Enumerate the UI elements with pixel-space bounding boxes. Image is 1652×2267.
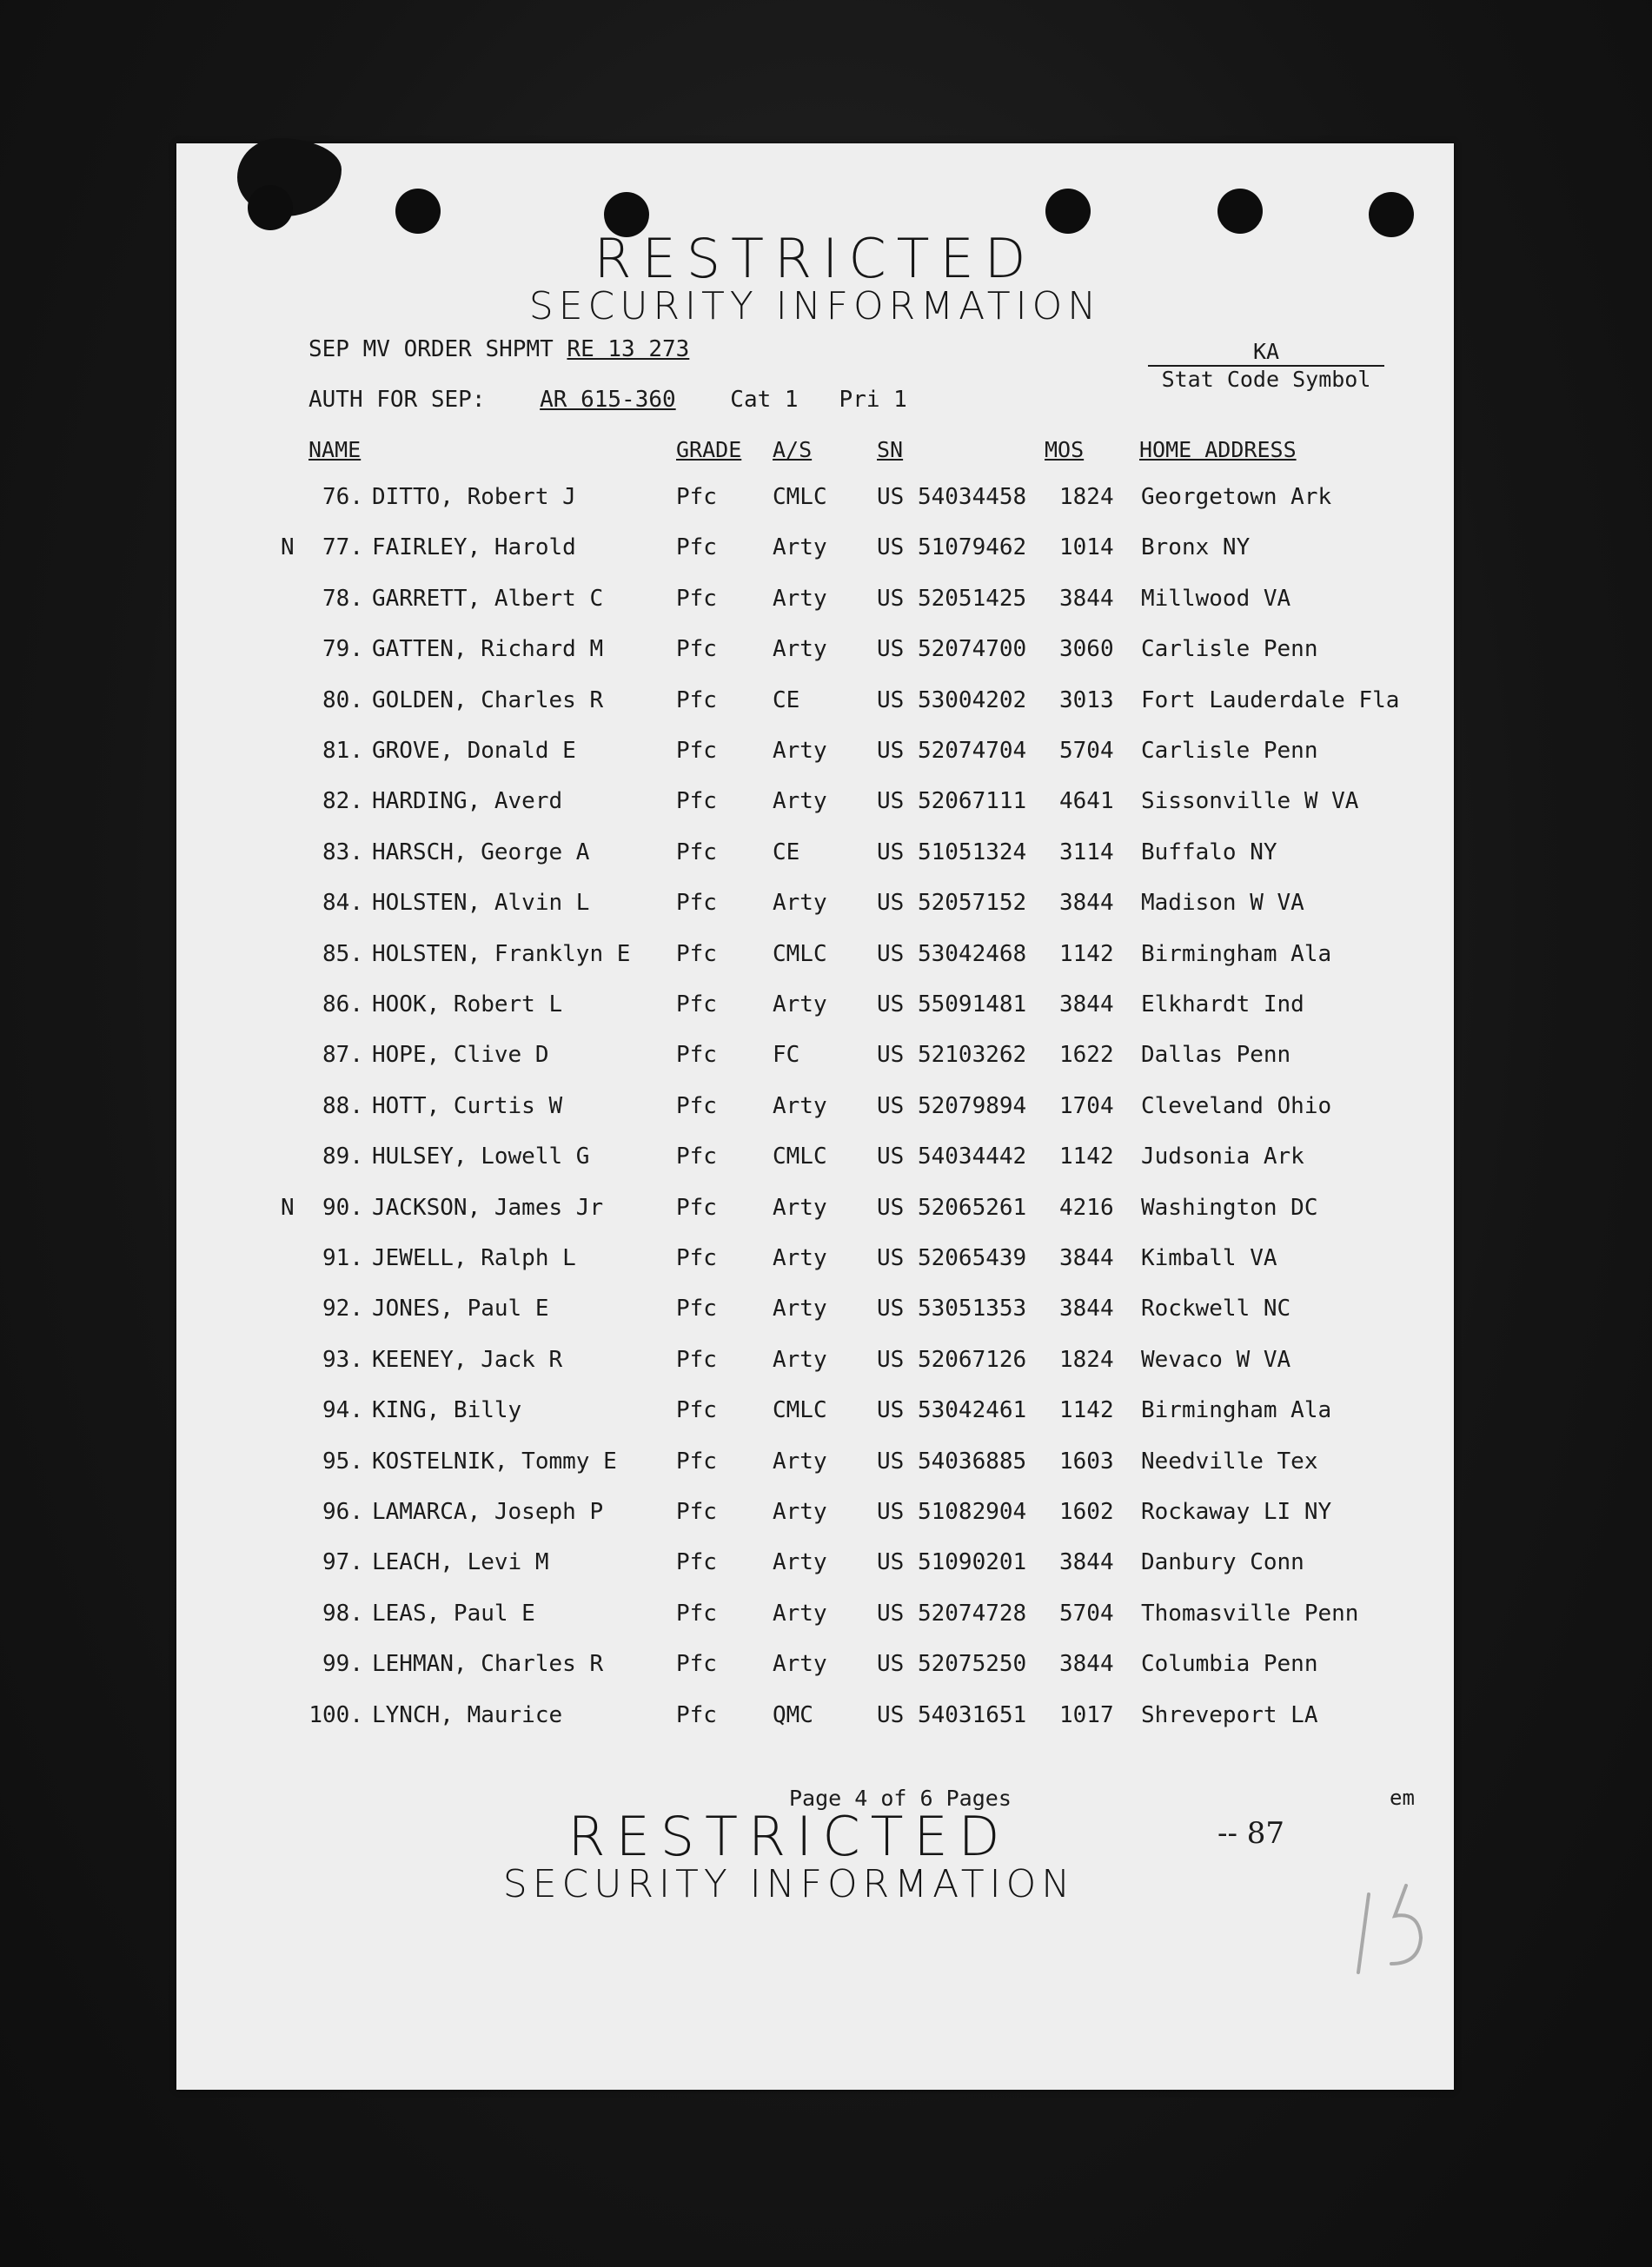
serial-number: US 54034442 (877, 1143, 1027, 1170)
stamp-security-information: SECURITY INFORMATION (528, 284, 1102, 328)
grade: Pfc (676, 738, 717, 764)
soldier-name: JEWELL, Ralph L (372, 1245, 576, 1271)
mos-code: 4216 (1059, 1194, 1114, 1221)
grade: Pfc (676, 484, 717, 510)
home-address: Danbury Conn (1141, 1549, 1304, 1576)
serial-number: US 52074700 (877, 636, 1027, 663)
grade: Pfc (676, 1448, 717, 1475)
row-number: 76. (322, 484, 363, 510)
punch-hole (248, 185, 293, 230)
arm-service: CE (773, 686, 800, 713)
sep-order-line (309, 336, 689, 362)
grade: Pfc (676, 991, 717, 1017)
mos-code: 3060 (1059, 636, 1114, 663)
grade: Pfc (676, 1346, 717, 1373)
row-number: 89. (322, 1143, 363, 1170)
row-number: 96. (322, 1499, 363, 1525)
typist-initials: em (1390, 1786, 1415, 1810)
category: Cat 1 (730, 387, 799, 413)
document-page (176, 143, 1454, 2090)
serial-number: US 54031651 (877, 1701, 1027, 1728)
serial-number: US 52067111 (877, 788, 1027, 815)
arm-service: Arty (773, 1651, 827, 1678)
table-row (176, 991, 1454, 1026)
table-row (176, 1093, 1454, 1128)
home-address: Thomasville Penn (1141, 1600, 1359, 1627)
grade: Pfc (676, 1245, 717, 1271)
stat-code-label: Stat Code Symbol (1161, 367, 1371, 392)
mos-code: 3013 (1059, 686, 1114, 713)
soldier-name: GATTEN, Richard M (372, 636, 604, 663)
home-address: Kimball VA (1141, 1245, 1277, 1271)
serial-number: US 55091481 (877, 991, 1027, 1017)
handwritten-text: 15 (1341, 1877, 1343, 1878)
row-mark: N (281, 534, 295, 561)
mos-code: 1602 (1059, 1499, 1114, 1525)
stamp-restricted-bottom: RESTRICTED (567, 1805, 1011, 1868)
home-address: Washington DC (1141, 1194, 1318, 1221)
table-row (176, 1195, 1454, 1230)
mos-code: 1622 (1059, 1042, 1114, 1069)
classification-stamp-bottom (150, 1805, 1428, 1906)
table-row (176, 839, 1454, 874)
grade: Pfc (676, 534, 717, 561)
soldier-name: HULSEY, Lowell G (372, 1143, 590, 1170)
home-address: Cleveland Ohio (1141, 1092, 1332, 1119)
column-header-address: HOME ADDRESS (1139, 437, 1297, 462)
serial-number: US 52067126 (877, 1346, 1027, 1373)
arm-service: Arty (773, 890, 827, 917)
row-number: 97. (322, 1549, 363, 1576)
serial-number: US 54034458 (877, 484, 1027, 510)
sep-order-label: SEP MV ORDER SHPMT (309, 336, 554, 362)
row-number: 99. (322, 1651, 363, 1678)
serial-number: US 51090201 (877, 1549, 1027, 1576)
soldier-name: LEHMAN, Charles R (372, 1651, 604, 1678)
home-address: Birmingham Ala (1141, 1397, 1332, 1424)
table-row (176, 1347, 1454, 1382)
table-row (176, 1143, 1454, 1178)
grade: Pfc (676, 1600, 717, 1627)
serial-number: US 51051324 (877, 839, 1027, 865)
classification-stamp-top (176, 227, 1454, 328)
mos-code: 3844 (1059, 1549, 1114, 1576)
row-number: 98. (322, 1600, 363, 1627)
column-header-sn: SN (877, 437, 904, 462)
grade: Pfc (676, 585, 717, 612)
soldier-name: HARSCH, George A (372, 839, 590, 865)
mos-code: 3844 (1059, 585, 1114, 612)
arm-service: Arty (773, 1499, 827, 1525)
arm-service: Arty (773, 1194, 827, 1221)
arm-service: Arty (773, 534, 827, 561)
arm-service: Arty (773, 1092, 827, 1119)
stat-code-block (1148, 339, 1384, 392)
row-number: 88. (322, 1092, 363, 1119)
soldier-name: HOTT, Curtis W (372, 1092, 563, 1119)
home-address: Rockwell NC (1141, 1296, 1291, 1322)
table-row (176, 1651, 1454, 1686)
table-row (176, 1601, 1454, 1635)
document-number: -- 87 (1217, 1816, 1285, 1851)
stamp-security-information-bottom: SECURITY INFORMATION (502, 1862, 1076, 1906)
page-number: Page 4 of 6 Pages (789, 1786, 1012, 1811)
serial-number: US 54036885 (877, 1448, 1027, 1475)
grade: Pfc (676, 839, 717, 865)
mos-code: 5704 (1059, 1600, 1114, 1627)
row-number: 90. (322, 1194, 363, 1221)
stamp-restricted: RESTRICTED (594, 227, 1037, 290)
table-row (176, 636, 1454, 671)
arm-service: Arty (773, 1296, 827, 1322)
mos-code: 3844 (1059, 890, 1114, 917)
row-mark: N (281, 1194, 295, 1221)
table-row (176, 1397, 1454, 1432)
table-row (176, 890, 1454, 925)
mos-code: 3844 (1059, 1651, 1114, 1678)
grade: Pfc (676, 1397, 717, 1424)
row-number: 95. (322, 1448, 363, 1475)
punch-hole (1217, 189, 1263, 234)
table-row (176, 1296, 1454, 1330)
home-address: Shreveport LA (1141, 1701, 1318, 1728)
row-number: 91. (322, 1245, 363, 1271)
home-address: Judsonia Ark (1141, 1143, 1304, 1170)
table-row (176, 1042, 1454, 1077)
grade: Pfc (676, 1296, 717, 1322)
table-row (176, 586, 1454, 620)
serial-number: US 52057152 (877, 890, 1027, 917)
row-number: 77. (322, 534, 363, 561)
auth-line (309, 387, 907, 413)
grade: Pfc (676, 1194, 717, 1221)
arm-service: Arty (773, 585, 827, 612)
grade: Pfc (676, 636, 717, 663)
priority: Pri 1 (839, 387, 907, 413)
home-address: Elkhardt Ind (1141, 991, 1304, 1017)
home-address: Bronx NY (1141, 534, 1251, 561)
soldier-name: HOPE, Clive D (372, 1042, 549, 1069)
grade: Pfc (676, 1143, 717, 1170)
mos-code: 3844 (1059, 1245, 1114, 1271)
soldier-name: LAMARCA, Joseph P (372, 1499, 604, 1525)
table-row (176, 484, 1454, 519)
row-number: 79. (322, 636, 363, 663)
serial-number: US 53051353 (877, 1296, 1027, 1322)
row-number: 87. (322, 1042, 363, 1069)
home-address: Rockaway LI NY (1141, 1499, 1332, 1525)
serial-number: US 53042461 (877, 1397, 1027, 1424)
mos-code: 1142 (1059, 1143, 1114, 1170)
arm-service: Arty (773, 1346, 827, 1373)
sep-order-value: RE 13 273 (567, 336, 690, 362)
table-row (176, 788, 1454, 823)
home-address: Sissonville W VA (1141, 788, 1359, 815)
punch-hole (1045, 189, 1091, 234)
arm-service: Arty (773, 1245, 827, 1271)
mos-code: 1014 (1059, 534, 1114, 561)
mos-code: 1142 (1059, 940, 1114, 967)
home-address: Madison W VA (1141, 890, 1304, 917)
mos-code: 1603 (1059, 1448, 1114, 1475)
mos-code: 1704 (1059, 1092, 1114, 1119)
soldier-name: LEAS, Paul E (372, 1600, 535, 1627)
serial-number: US 52075250 (877, 1651, 1027, 1678)
row-number: 93. (322, 1346, 363, 1373)
soldier-name: KING, Billy (372, 1397, 522, 1424)
arm-service: Arty (773, 738, 827, 764)
mos-code: 1142 (1059, 1397, 1114, 1424)
grade: Pfc (676, 686, 717, 713)
arm-service: CMLC (773, 1143, 827, 1170)
row-number: 100. (309, 1701, 363, 1728)
auth-value: AR 615-360 (540, 387, 676, 413)
soldier-name: LYNCH, Maurice (372, 1701, 563, 1728)
mos-code: 1824 (1059, 484, 1114, 510)
serial-number: US 53004202 (877, 686, 1027, 713)
serial-number: US 52079894 (877, 1092, 1027, 1119)
mos-code: 4641 (1059, 788, 1114, 815)
soldier-name: DITTO, Robert J (372, 484, 576, 510)
row-number: 94. (322, 1397, 363, 1424)
soldier-name: HARDING, Averd (372, 788, 563, 815)
arm-service: CMLC (773, 940, 827, 967)
grade: Pfc (676, 1651, 717, 1678)
grade: Pfc (676, 1701, 717, 1728)
home-address: Carlisle Penn (1141, 738, 1318, 764)
handwritten-mark (1341, 1877, 1445, 1981)
row-number: 86. (322, 991, 363, 1017)
row-number: 83. (322, 839, 363, 865)
row-number: 92. (322, 1296, 363, 1322)
table-row (176, 534, 1454, 569)
home-address: Wevaco W VA (1141, 1346, 1291, 1373)
serial-number: US 52074728 (877, 1600, 1027, 1627)
soldier-name: KOSTELNIK, Tommy E (372, 1448, 617, 1475)
home-address: Millwood VA (1141, 585, 1291, 612)
grade: Pfc (676, 1549, 717, 1576)
arm-service: Arty (773, 1600, 827, 1627)
table-row (176, 1549, 1454, 1584)
column-header-name: NAME (309, 437, 362, 462)
home-address: Needville Tex (1141, 1448, 1318, 1475)
soldier-name: HOOK, Robert L (372, 991, 563, 1017)
serial-number: US 52074704 (877, 738, 1027, 764)
table-row (176, 687, 1454, 722)
grade: Pfc (676, 890, 717, 917)
grade: Pfc (676, 1092, 717, 1119)
soldier-name: LEACH, Levi M (372, 1549, 549, 1576)
row-number: 82. (322, 788, 363, 815)
arm-service: Arty (773, 1448, 827, 1475)
table-row (176, 1448, 1454, 1483)
column-header-grade: GRADE (676, 437, 742, 462)
mos-code: 3114 (1059, 839, 1114, 865)
home-address: Dallas Penn (1141, 1042, 1291, 1069)
soldier-name: KEENEY, Jack R (372, 1346, 563, 1373)
arm-service: Arty (773, 788, 827, 815)
arm-service: Arty (773, 991, 827, 1017)
home-address: Georgetown Ark (1141, 484, 1332, 510)
soldier-name: GOLDEN, Charles R (372, 686, 604, 713)
home-address: Fort Lauderdale Fla (1141, 686, 1400, 713)
mos-code: 3844 (1059, 991, 1114, 1017)
mos-code: 5704 (1059, 738, 1114, 764)
punch-hole (395, 189, 441, 234)
home-address: Columbia Penn (1141, 1651, 1318, 1678)
serial-number: US 52051425 (877, 585, 1027, 612)
arm-service: FC (773, 1042, 800, 1069)
serial-number: US 51082904 (877, 1499, 1027, 1525)
grade: Pfc (676, 1042, 717, 1069)
soldier-name: HOLSTEN, Alvin L (372, 890, 590, 917)
arm-service: QMC (773, 1701, 813, 1728)
table-row (176, 1499, 1454, 1534)
home-address: Carlisle Penn (1141, 636, 1318, 663)
row-number: 85. (322, 940, 363, 967)
row-number: 78. (322, 585, 363, 612)
serial-number: US 52065261 (877, 1194, 1027, 1221)
soldier-name: JACKSON, James Jr (372, 1194, 604, 1221)
table-row (176, 941, 1454, 976)
home-address: Buffalo NY (1141, 839, 1277, 865)
grade: Pfc (676, 940, 717, 967)
column-header-as: A/S (773, 437, 813, 462)
auth-label: AUTH FOR SEP: (309, 387, 486, 413)
soldier-name: HOLSTEN, Franklyn E (372, 940, 631, 967)
table-row (176, 1702, 1454, 1737)
arm-service: CMLC (773, 1397, 827, 1424)
table-row (176, 1245, 1454, 1280)
soldier-name: GROVE, Donald E (372, 738, 576, 764)
column-header-mos: MOS (1045, 437, 1085, 462)
table-row (176, 738, 1454, 772)
grade: Pfc (676, 788, 717, 815)
row-number: 81. (322, 738, 363, 764)
serial-number: US 52103262 (877, 1042, 1027, 1069)
mos-code: 3844 (1059, 1296, 1114, 1322)
serial-number: US 51079462 (877, 534, 1027, 561)
arm-service: CE (773, 839, 800, 865)
row-number: 80. (322, 686, 363, 713)
punch-hole (1369, 192, 1414, 237)
arm-service: CMLC (773, 484, 827, 510)
home-address: Birmingham Ala (1141, 940, 1332, 967)
soldier-name: JONES, Paul E (372, 1296, 549, 1322)
arm-service: Arty (773, 1549, 827, 1576)
arm-service: Arty (773, 636, 827, 663)
serial-number: US 52065439 (877, 1245, 1027, 1271)
grade: Pfc (676, 1499, 717, 1525)
soldier-name: FAIRLEY, Harold (372, 534, 576, 561)
stat-code-value: KA (1148, 339, 1384, 367)
soldier-name: GARRETT, Albert C (372, 585, 604, 612)
mos-code: 1017 (1059, 1701, 1114, 1728)
mos-code: 1824 (1059, 1346, 1114, 1373)
row-number: 84. (322, 890, 363, 917)
serial-number: US 53042468 (877, 940, 1027, 967)
